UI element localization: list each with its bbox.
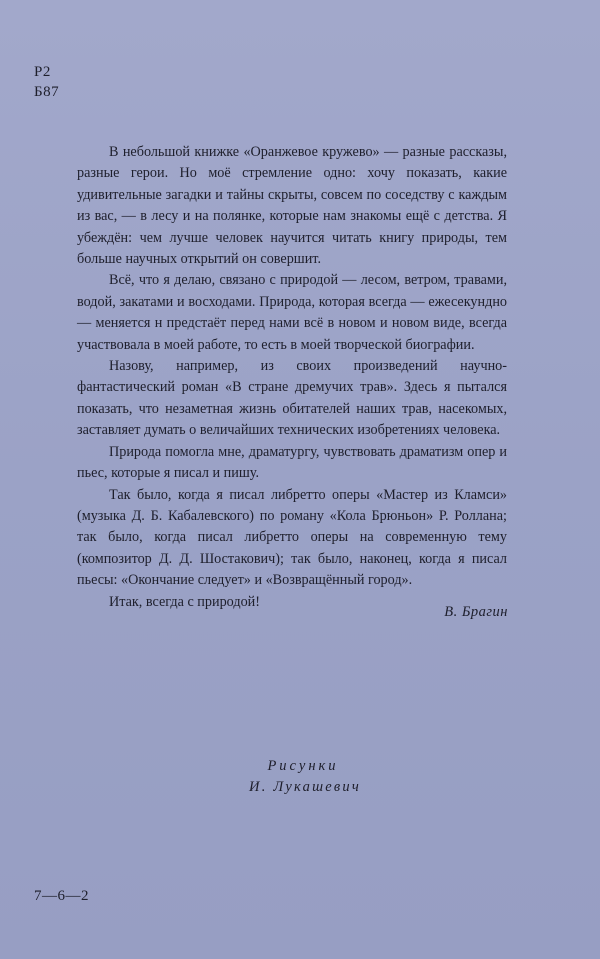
print-code: 7—6—2	[34, 888, 89, 904]
paragraph-5: Так было, когда я писал либретто оперы «Мастер из Кламси» (музыка Д. Б. Кабалевского) по роману «Кола Брюньон» Р. Роллана; так было, когда писал либретто оперы на современную тему (композитор Д. Д. Шостакович); так было, наконец, когда я писал пьесы: «Окончание следует» и «Возвращённый город».	[77, 486, 507, 589]
catalog-code-2: Б87	[34, 84, 60, 100]
catalog-index	[34, 62, 59, 102]
paragraph-4: Природа помогла мне, драматургу, чувствовать драматизм опер и пьес, которые я писал и пишу.	[77, 443, 507, 482]
paragraph-1: В небольшой книжке «Оранжевое кружево» — разные рассказы, разные герои. Но моё стремление одно: хочу показать, какие удивительные загадки и тайны скрыты, совсем по соседству с каждым из вас, — в лесу и на полянке, которые нам знакомы ещё с детства. Я убеждён: чем лучше человек научится читать книгу природы, тем больше научных открытий он совершит.	[77, 144, 507, 268]
author-signature: В. Брагин	[444, 604, 508, 620]
paragraph-3: Назову, например, из своих произведений научно-фантастический роман «В стране дремучих трав». Здесь я пытался показать, что незаметная жизнь обитателей наших трав, насекомых, заставляет думать о величайших технических изобретениях человека.	[77, 358, 507, 439]
paragraph-6: Итак, всегда с природой!	[109, 593, 260, 610]
illustrations-label: Рисунки	[267, 758, 339, 774]
author-foreword	[77, 142, 507, 613]
illustration-credit	[0, 756, 600, 798]
catalog-code-1: Р2	[34, 64, 51, 80]
illustrator-name: И. Лукашевич	[249, 779, 361, 795]
paragraph-2: Всё, что я делаю, связано с природой — лесом, ветром, травами, водой, закатами и восходами. Природа, которая всегда — ежесекундно — меняется н предстаёт перед нами всё в новом и новом виде, всегда участвовала в моей работе, то есть в моей творческой биографии.	[77, 272, 507, 353]
